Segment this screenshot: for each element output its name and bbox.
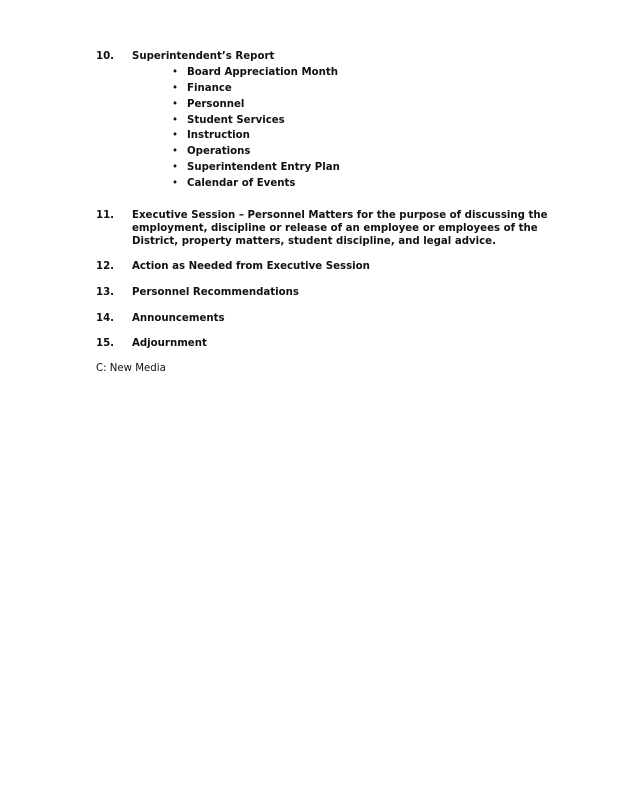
agenda-item-title: Action as Needed from Executive Session xyxy=(132,261,370,273)
sub-item-label: Finance xyxy=(187,83,232,94)
agenda-item-15 xyxy=(96,337,586,350)
bullet-icon: • xyxy=(172,177,179,189)
sub-item xyxy=(96,97,586,113)
agenda-item-10 xyxy=(96,50,586,192)
cc-footer: C: New Media xyxy=(96,363,166,374)
sub-item xyxy=(96,176,586,192)
bullet-icon: • xyxy=(172,161,179,173)
sub-item xyxy=(96,160,586,176)
sub-item-label: Personnel xyxy=(187,98,245,110)
bullet-icon: • xyxy=(172,83,179,94)
agenda-item-14 xyxy=(96,312,586,325)
agenda-item-number: 14. xyxy=(96,312,115,324)
bullet-icon: • xyxy=(172,98,179,110)
agenda-item-title: Personnel Recommendations xyxy=(132,286,299,298)
sub-item-label: Board Appreciation Month xyxy=(187,67,338,79)
agenda-item-number: 15. xyxy=(96,338,115,350)
bullet-icon: • xyxy=(172,114,179,126)
bullet-icon: • xyxy=(172,67,179,79)
agenda-item-title: Superintendent’s Report xyxy=(132,51,275,62)
sub-item-label: Instruction xyxy=(187,130,250,142)
sub-item xyxy=(96,113,586,129)
agenda-item-number: 13. xyxy=(96,286,115,298)
agenda-item-title: Adjournment xyxy=(132,338,207,350)
bullet-icon: • xyxy=(172,146,179,158)
sub-item-label: Student Services xyxy=(187,114,285,126)
agenda-item-title: Executive Session – Personnel Matters for the purpose of discussing the employment, discipline or release of an employee or employees of the District, property matters, student discipline, and legal advice. xyxy=(132,209,548,247)
agenda-item-number: 10. xyxy=(96,51,115,62)
sub-item xyxy=(96,128,586,144)
agenda-item-13 xyxy=(96,286,586,299)
agenda-item-number: 12. xyxy=(96,261,115,273)
sub-item-list xyxy=(96,65,586,191)
agenda-item-11 xyxy=(96,209,586,249)
sub-item xyxy=(96,81,586,97)
agenda-item-number: 11. xyxy=(96,209,115,221)
sub-item-label: Calendar of Events xyxy=(187,177,296,189)
agenda-item-12 xyxy=(96,260,586,273)
agenda-item-title: Announcements xyxy=(132,312,225,324)
bullet-icon: • xyxy=(172,130,179,142)
sub-item-label: Operations xyxy=(187,146,251,158)
sub-item-label: Superintendent Entry Plan xyxy=(187,161,340,173)
sub-item xyxy=(96,144,586,160)
agenda-list xyxy=(96,50,586,351)
sub-item xyxy=(96,65,586,81)
